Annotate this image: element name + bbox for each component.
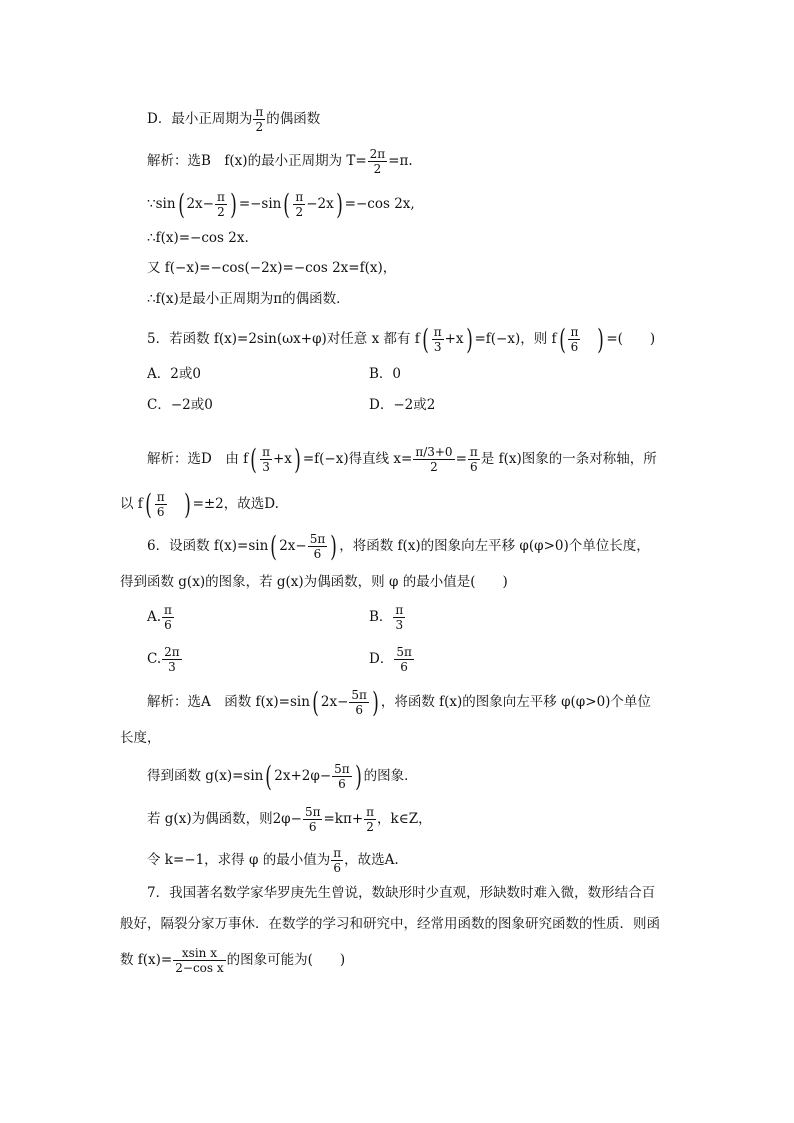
text: D．最小正周期为 <box>147 111 253 127</box>
option-b <box>369 603 406 632</box>
text: ，将函数 f(x)的图象向左平移 φ(φ>0)个单位长度， <box>339 538 650 554</box>
paren: ( <box>144 487 152 521</box>
denominator: 2 <box>373 162 382 176</box>
fraction <box>173 946 225 975</box>
numerator: π <box>570 325 579 339</box>
numerator: 5π <box>396 645 412 659</box>
paren: ( <box>177 187 185 221</box>
text: =f(−x)，则 f <box>474 331 557 347</box>
denominator: 6 <box>156 505 165 519</box>
fraction <box>393 603 405 632</box>
analysis-line <box>147 228 249 248</box>
analysis-line <box>147 289 350 309</box>
text: −2x <box>306 196 334 212</box>
denominator: 6 <box>355 703 363 717</box>
text: C. <box>147 651 162 667</box>
denominator: 6 <box>308 820 317 834</box>
fraction <box>155 490 167 519</box>
text: 2x+2φ− <box>274 768 332 784</box>
fraction <box>332 762 352 791</box>
text: 解析：选D 由 f <box>147 451 249 467</box>
text: 得到函数 g(x)的图象，若 g(x)为偶函数，则 φ 的最小值是( ) <box>120 574 508 590</box>
numerator: 5π <box>334 762 350 776</box>
text: 的偶函数 <box>266 111 321 127</box>
denominator: 6 <box>333 861 341 875</box>
paren: ) <box>597 322 605 356</box>
text: +x <box>272 451 292 467</box>
fraction <box>253 105 265 134</box>
text: =kπ+ <box>323 811 364 827</box>
denominator: 2 <box>217 205 225 219</box>
option-a <box>147 364 201 384</box>
analysis-5 <box>147 442 657 476</box>
denominator: 6 <box>570 340 579 354</box>
numerator: π <box>262 445 270 459</box>
fraction <box>364 805 376 834</box>
text: =−sin <box>238 196 282 212</box>
text: =−cos 2x, <box>344 196 415 212</box>
denominator: 6 <box>470 460 478 474</box>
question-7 <box>147 883 655 903</box>
denominator: 6 <box>313 547 322 561</box>
fraction <box>349 688 369 717</box>
denominator: 2−cos x <box>175 961 224 975</box>
text: ，k∈Z， <box>377 811 432 827</box>
text: 7．我国著名数学家华罗庚先生曾说，数缺形时少直观，形缺数时难入微，数形结合百 <box>147 885 656 901</box>
fraction <box>413 445 454 474</box>
option-b <box>369 364 401 384</box>
analysis-6 <box>147 685 651 719</box>
text: ∵sin <box>147 196 176 212</box>
paren: ) <box>335 187 343 221</box>
option-d-prev <box>147 105 320 134</box>
text: 般好，隔裂分家万事休．在数学的学习和研究中，经常用函数的图象研究函数的性质．则函 <box>120 916 660 932</box>
paren: ( <box>250 442 257 476</box>
text: A．2或0 <box>147 366 201 382</box>
denominator: 3 <box>262 460 270 474</box>
numerator: π <box>333 846 342 860</box>
analysis-6-line <box>147 805 432 834</box>
text: 得到函数 g(x)=sin <box>147 768 264 784</box>
fraction <box>303 805 323 834</box>
denominator: 6 <box>164 618 172 632</box>
paren: ( <box>421 322 429 356</box>
paren: ( <box>265 759 273 793</box>
paren: ) <box>294 442 301 476</box>
option-c <box>147 395 213 415</box>
text: A. <box>147 609 162 625</box>
analysis-6-line <box>147 759 418 793</box>
text: 解析：选B f(x)的最小正周期为 T= <box>147 153 367 169</box>
denominator: 3 <box>168 660 176 674</box>
fraction <box>215 190 227 219</box>
numerator: π <box>216 190 225 204</box>
numerator: π <box>469 445 478 459</box>
text: =f(−x)得直线 x= <box>302 451 413 467</box>
text: 5．若函数 f(x)=2sin(ωx+φ)对任意 x 都有 f <box>147 331 420 347</box>
numerator: π <box>366 805 375 819</box>
text: = <box>455 451 467 467</box>
question-6 <box>147 529 650 563</box>
text: 6．设函数 f(x)=sin <box>147 538 269 554</box>
paren: ( <box>558 322 566 356</box>
text: =π. <box>388 153 413 169</box>
option-d <box>369 645 415 674</box>
text: +x <box>444 331 464 347</box>
denominator: 2 <box>366 820 374 834</box>
paren: ( <box>312 685 319 719</box>
analysis-6-line <box>147 846 399 875</box>
fraction <box>162 603 174 632</box>
text: ∴f(x)=−cos 2x. <box>147 230 249 246</box>
paren: ) <box>372 685 379 719</box>
denominator: 3 <box>395 618 404 632</box>
question-7-cont <box>120 914 660 934</box>
text: 是 f(x)图象的一条对称轴，所 <box>480 451 657 467</box>
denominator: 3 <box>433 340 442 354</box>
option-a <box>147 603 175 632</box>
text: D． <box>369 651 394 667</box>
fraction <box>368 147 388 176</box>
text: ，将函数 f(x)的图象向左平移 φ(φ>0)个单位 <box>380 694 651 710</box>
text: 解析：选A 函数 f(x)=sin <box>147 694 310 710</box>
text: ∴f(x)是最小正周期为π的偶函数． <box>147 291 350 307</box>
text: 长度， <box>120 730 161 746</box>
text: =±2，故选D. <box>192 496 279 512</box>
text: 又 f(−x)=−cos(−2x)=−cos 2x=f(x)， <box>147 260 397 276</box>
text: 2x− <box>186 196 214 212</box>
numerator: 5π <box>304 805 321 819</box>
denominator: 2 <box>430 460 438 474</box>
text: B． <box>369 609 393 625</box>
fraction <box>468 445 480 474</box>
numerator: 5π <box>351 688 367 702</box>
paren: ) <box>230 187 237 221</box>
analysis-line <box>147 187 415 221</box>
option-c <box>147 645 183 674</box>
question-6-cont <box>120 572 508 592</box>
fraction <box>293 190 305 219</box>
text: C．−2或0 <box>147 397 213 413</box>
paren: ( <box>283 187 291 221</box>
numerator: π/3+0 <box>415 445 453 459</box>
paren: ) <box>183 487 191 521</box>
text: 的图象． <box>363 768 418 784</box>
numerator: xsin x <box>173 946 225 961</box>
denominator: 2 <box>255 120 264 134</box>
fraction <box>162 645 182 674</box>
text: 的图象可能为( ) <box>226 952 346 968</box>
denominator: 2 <box>295 205 304 219</box>
paren: ) <box>465 322 473 356</box>
analysis-5-cont <box>120 487 279 521</box>
text: ，故选A. <box>344 852 399 868</box>
analysis-prev <box>147 147 413 176</box>
text: 数 f(x)= <box>120 952 173 968</box>
numerator: π <box>295 190 304 204</box>
analysis-line <box>147 258 396 278</box>
fraction <box>260 445 272 474</box>
denominator: 6 <box>400 660 408 674</box>
numerator: 2π <box>164 645 180 659</box>
numerator: π <box>395 603 404 617</box>
fraction <box>394 645 414 674</box>
fraction <box>568 325 580 354</box>
option-d <box>369 395 435 415</box>
fraction <box>331 846 343 875</box>
numerator: π <box>433 325 442 339</box>
question-5 <box>147 322 656 356</box>
text: =( ) <box>606 331 656 347</box>
text: D．−2或2 <box>369 397 436 413</box>
text: 2x− <box>279 538 307 554</box>
paren: ) <box>354 759 362 793</box>
question-7-cont <box>120 946 345 975</box>
text: 令 k=−1，求得 φ 的最小值为 <box>147 852 331 868</box>
analysis-6-cont <box>120 728 161 748</box>
text: 以 f <box>120 496 143 512</box>
text: 若 g(x)为偶函数，则2φ− <box>147 811 302 827</box>
paren: ) <box>330 529 338 563</box>
text: 2x− <box>320 694 349 710</box>
text: B．0 <box>369 366 402 382</box>
fraction <box>308 532 328 561</box>
denominator: 6 <box>338 777 346 791</box>
fraction <box>432 325 444 354</box>
numerator: 5π <box>309 532 326 546</box>
numerator: π <box>164 603 172 617</box>
numerator: π <box>156 490 165 504</box>
paren: ( <box>270 529 278 563</box>
numerator: 2π <box>369 147 386 161</box>
numerator: π <box>255 105 264 119</box>
